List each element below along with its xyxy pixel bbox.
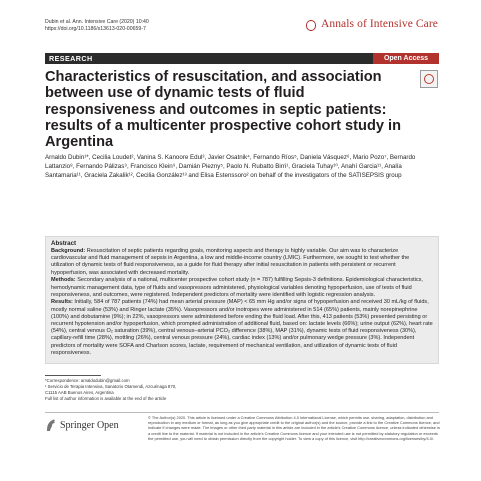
footer-divider: [45, 412, 439, 413]
abstract-results: [51, 299, 433, 357]
footnote-divider: [45, 375, 101, 376]
methods-text: Secondary analysis of a national, multicenter prospective cohort study (n = 787) fulfilling Sepsis-3 definitions. Epidemiological characteristics, hemodynamic management data, type of fluids and vasopressors administered, physiological variables denoting hypoperfusion, use of tests of fluid responsiveness, and outcomes, were registered. Independent predictors of mortality were identified with logistic regression analysis.: [51, 277, 423, 298]
abstract-heading: Abstract: [51, 240, 77, 247]
citation-header: [45, 19, 149, 33]
background-label: Background:: [51, 248, 86, 254]
abstract-methods: [51, 277, 433, 299]
background-text: Resuscitation of septic patients regarding goals, monitoring aspects and therapy is highly variable. Our aim was to characterize cardiovascular and fluid management of sepsis in Argentina, a low and middle-income country (LMIC). Furthermore, we sought to test whether the utilization of dynamic tests of fluid responsiveness, as a guide for fluid therapy after initial resuscitation in patients with persistent or recurrent hypoperfusion, was associated with decreased mortality.: [51, 248, 410, 276]
publisher-name: Springer Open: [60, 419, 119, 431]
results-text: Initially, 584 of 787 patients (74%) had mean arterial pressure (MAP) < 65 mm Hg and/or signs of hypoperfusion and received 30 mL/kg of fluids, mostly normal saline (53%) and Ringer lactate (35%). Vasopressors and/or inotropes were administered in 514 (65%) patients, mainly norepinephrine (100%) and dobutamine (9%); in 22%, vasopressors were administered before ending the fluid load. After this, 413 patients (53%) presented persisting or recurrent hypotension and/or hypoperfusion, which prompted administration of additional fluid, based on: lactate levels (66%); urine output (62%), heart rate (54%), central venous O₂ saturation (39%), central venous–arterial PCO₂ difference (38%), MAP (31%), dynamic tests of fluid responsiveness (30%), capillary-refill time (28%), mottling (26%), central venous pressure (24%), cardiac index (13%) and/or pulmonary wedge pressure (3%). Independent predictors of mortality were SOFA and Charlson scores, lactate, requirement of mechanical ventilation, and utilization of dynamic tests of fluid responsiveness.: [51, 299, 433, 356]
results-label: Results:: [51, 299, 73, 306]
doi-link[interactable]: https://doi.org/10.1186/s13613-020-00659-7: [45, 26, 146, 32]
article-title: Characteristics of resuscitation, and association between use of dynamic tests of fluid responsiveness and outcomes in septic patients: results of a multicenter prospective cohort study in Argentina: [45, 69, 402, 151]
section-label: RESEARCH: [49, 54, 93, 63]
journal-brand[interactable]: [306, 18, 438, 30]
affiliation-note: Full list of author information is available at the end of the article: [45, 396, 167, 401]
open-access-badge: Open Access: [373, 53, 439, 64]
citation-line: Dubin et al. Ann. Intensive Care (2020) 10:40: [45, 19, 149, 25]
affiliation-line: ¹ Servicio de Terapia Intensiva, Sanatorio Otamendi, Azcuénaga 870,: [45, 384, 177, 389]
publisher-brand[interactable]: [45, 418, 119, 432]
journal-logo-icon: [306, 19, 317, 30]
journal-name: Annals of Intensive Care: [320, 18, 438, 30]
affiliation-line: C1115 AAB Buenos Aires, Argentina: [45, 390, 114, 395]
footnotes: [45, 378, 245, 402]
methods-label: Methods:: [51, 277, 76, 284]
abstract-box: [45, 236, 439, 364]
author-list: Arnaldo Dubin¹*, Cecilia Loudet², Vanina S. Kanoore Edul³, Javier Osatnik⁴, Fernando Ríos⁵, Daniela Vásquez⁶, Mario Pozo⁷, Bernardo Lattanzio⁸, Fernando Pálizas⁹, Francisco Klein⁹, Damián Piezny⁵, Paolo N. Rubatto Birri¹, Graciela Tuhay¹⁰, Anahí Garcia¹¹, Analía Santamaria¹¹, Graciela Zakalik¹², Cecilia González¹³ and Elisa Estenssoro² on behalf of the investigators of the SATISEPSIS group: [45, 154, 416, 179]
springer-horse-icon: [45, 418, 57, 432]
correspondence-email[interactable]: *Correspondence: arnaldodubin@gmail.com: [45, 378, 130, 383]
abstract-background: [51, 248, 433, 277]
crossmark-icon[interactable]: [420, 70, 438, 88]
section-banner: [45, 53, 439, 64]
license-text: © The Author(s) 2020. This article is licensed under a Creative Commons Attribution 4.0 International License, which permits use, sharing, adaptation, distribution and reproduction in any medium or format, as long as you give appropriate credit to the original author(s) and the source, provide a link to the Creative Commons licence, and indicate if changes were made. The images or other third party material in this article are included in the article's Creative Commons licence, unless indicated otherwise in a credit line to the material. If material is not included in the article's Creative Commons licence and your intended use is not permitted by statutory regulation or exceeds the permitted use, you will need to obtain permission directly from the copyright holder. To view a copy of this licence, visit http://creativecommons.org/licenses/by/4.0/.: [148, 415, 440, 441]
